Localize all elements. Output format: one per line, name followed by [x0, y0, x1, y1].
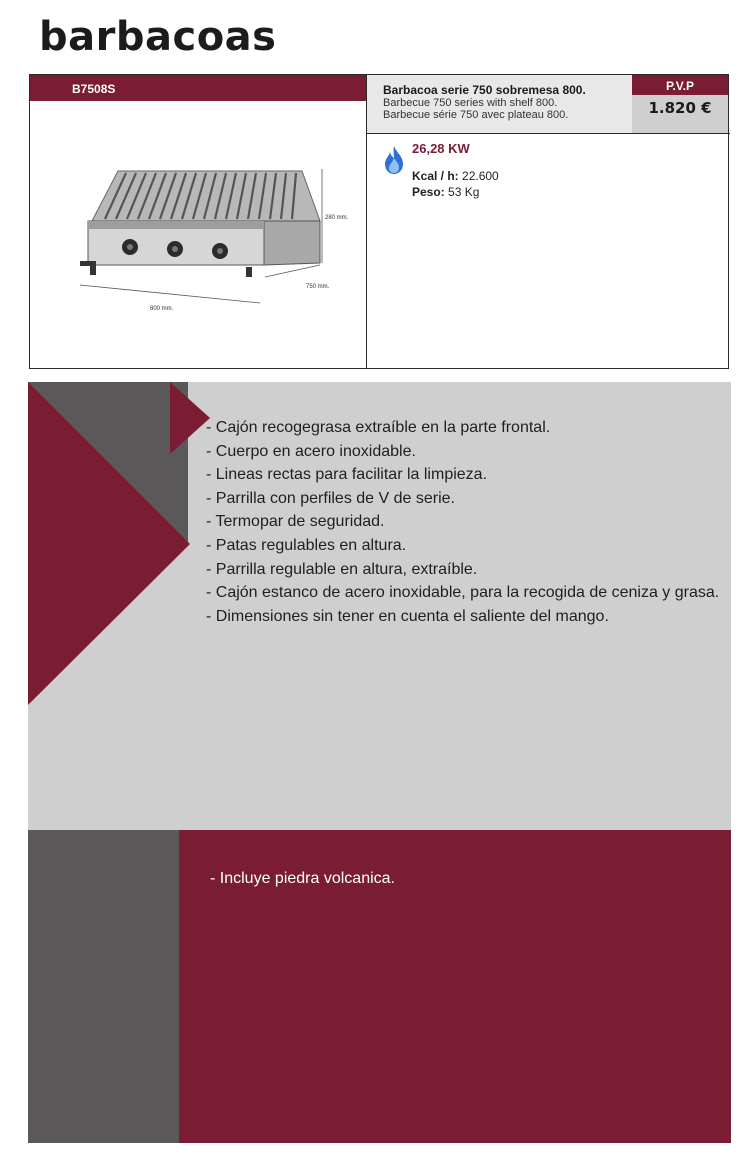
- power-value: 26,28 KW: [412, 141, 470, 156]
- feature-item: - Termopar de seguridad.: [206, 513, 385, 531]
- extras-list: [210, 870, 395, 888]
- extra-item: - Incluye piedra volcanica.: [210, 870, 395, 887]
- weight-value: 53 Kg: [448, 185, 480, 199]
- dim-depth-label: 750 mm.: [306, 284, 330, 290]
- page-title: barbacoas: [39, 14, 277, 60]
- feature-list: [206, 416, 719, 628]
- decorative-shape: [28, 830, 179, 1143]
- kcal-value: 22.600: [462, 169, 499, 183]
- price-header: P.V.P: [632, 75, 728, 95]
- divider: [366, 75, 367, 368]
- weight-label: Peso:: [412, 185, 445, 199]
- kcal-row: [412, 169, 499, 183]
- dim-height-label: 280 mm.: [325, 215, 349, 221]
- dim-width-label: 800 mm.: [150, 306, 174, 312]
- product-image: [70, 163, 350, 313]
- decorative-shape: [28, 382, 228, 712]
- feature-item: - Dimensiones sin tener en cuenta el saliente del mango.: [206, 607, 609, 625]
- product-code: B7508S: [30, 75, 366, 101]
- flame-icon: [382, 145, 406, 175]
- feature-item: - Lineas rectas para facilitar la limpieza.: [206, 466, 488, 484]
- feature-item: - Patas regulables en altura.: [206, 536, 407, 554]
- weight-row: [412, 185, 479, 199]
- feature-item: - Parrilla con perfiles de V de serie.: [206, 489, 455, 507]
- product-name-fr: Barbecue série 750 avec plateau 800.: [383, 109, 569, 121]
- feature-item: - Parrilla regulable en altura, extraíble.: [206, 560, 478, 578]
- feature-item: - Cajón recogegrasa extraíble en la parte frontal.: [206, 419, 551, 436]
- feature-item: - Cuerpo en acero inoxidable.: [206, 442, 416, 460]
- features-panel: [28, 382, 731, 830]
- kcal-label: Kcal / h:: [412, 169, 459, 183]
- product-name-en: Barbecue 750 series with shelf 800.: [383, 97, 558, 109]
- product-card: [29, 74, 729, 369]
- feature-item: - Cajón estanco de acero inoxidable, para la recogida de ceniza y grasa.: [206, 584, 720, 602]
- price-value: 1.820 €: [632, 95, 728, 133]
- product-description: [367, 75, 632, 133]
- divider: [367, 133, 730, 134]
- product-name-es: Barbacoa serie 750 sobremesa 800.: [383, 83, 586, 97]
- extras-panel: [28, 830, 731, 1143]
